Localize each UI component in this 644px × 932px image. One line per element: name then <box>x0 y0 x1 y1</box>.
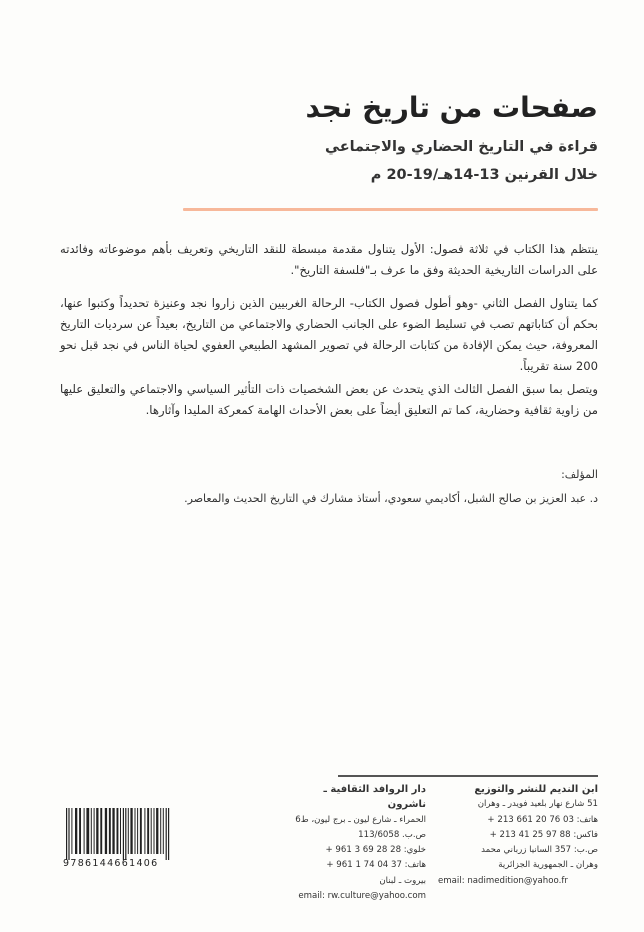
barcode-bar <box>66 808 67 860</box>
barcode-bar <box>120 808 121 854</box>
accent-divider <box>183 208 598 211</box>
author-label: المؤلف: <box>561 468 598 481</box>
publisher-mobile: خلوي: 28 28 69 3 961 + <box>325 845 426 856</box>
blurb-paragraph-1: ينتظم هذا الكتاب في ثلاثة فصول: الأول يتناول مقدمة مبسطة للنقد التاريخي وتعريف بأهم موضوعاته وفائدته على الدراسات التاريخية الحديثة وفق ما عرف بـ"فلسفة التاريخ". <box>60 242 598 277</box>
publisher-name: ابن النديم للنشر والتوزيع <box>474 784 598 795</box>
publisher-address: الحمراء ـ شارع ليون ـ برج ليون، ط6 <box>295 814 426 825</box>
publisher-phone: هاتف: 03 76 20 661 213 + <box>487 814 598 825</box>
publisher-fax: فاكس: 88 97 25 41 213 + <box>489 829 598 840</box>
publisher-block-rawafed <box>286 782 426 904</box>
barcode-bar <box>84 808 85 854</box>
barcode-bar <box>91 808 92 854</box>
author-bio: د. عبد العزيز بن صالح الشبل، أكاديمي سعودي، أستاذ مشارك في التاريخ الحديث والمعاصر. <box>184 492 598 505</box>
publisher-city: وهران ـ الجمهورية الجزائرية <box>498 860 598 871</box>
barcode-bar <box>137 808 138 854</box>
barcode-bar <box>68 808 69 860</box>
isbn-number: 9786144661406 <box>63 858 159 869</box>
barcode-bar <box>86 808 89 854</box>
barcode-bar <box>79 808 81 854</box>
publisher-email[interactable]: email: rw.culture@yahoo.com <box>298 891 426 902</box>
publisher-divider <box>338 775 598 777</box>
blurb-paragraph-2: كما يتناول الفصل الثاني -وهو أطول فصول الكتاب- الرحالة الغربيين الذين زاروا نجد وعنيزة تحديداً وكتبوا عنها، بحكم أن كتاباتهم تصب في تسليط الضوء على الجانب الحضاري والاجتماعي من التاريخ، بعيداً عن سرديات التاريخ المعروفة، حيث يمكن الإفادة من كتابات الرحالة في تصوير المشهد الطبيعي العفوي لحياة الناس في نجد قبل نحو 200 سنة تقريباً. <box>60 296 598 373</box>
book-period: خلال القرنين 13-14هـ/19-20 م <box>370 167 598 183</box>
publisher-email[interactable]: email: nadimedition@yahoo.fr <box>438 875 568 886</box>
barcode-bar <box>140 808 142 854</box>
barcode-bar <box>117 808 119 854</box>
book-subtitle: قراءة في التاريخ الحضاري والاجتماعي <box>325 139 598 155</box>
barcode-bar <box>151 808 152 854</box>
publisher-city: بيروت ـ لبنان <box>379 875 426 886</box>
barcode-bar <box>105 808 107 854</box>
barcode-bar <box>94 808 95 854</box>
barcode-bar <box>163 808 164 854</box>
barcode-bar <box>160 808 161 854</box>
barcode-bar <box>130 808 132 854</box>
publisher-address: 51 شارع نهار بلعيد فويدر ـ وهران <box>477 799 598 810</box>
barcode-bar <box>154 808 155 854</box>
barcode-bar <box>144 808 145 854</box>
barcode-bar <box>71 808 72 854</box>
barcode-bar <box>75 808 77 854</box>
barcode-bar <box>147 808 149 854</box>
barcode-bar <box>96 808 98 854</box>
barcode-bar <box>166 808 167 860</box>
publisher-pobox: ص.ب. 113/6058 <box>358 829 426 840</box>
book-title: صفحات من تاريخ نجد <box>305 91 598 124</box>
publisher-name: دار الروافد الثقافية ـ ناشرون <box>323 784 426 811</box>
barcode-bar <box>112 808 114 854</box>
barcode-bar <box>128 808 129 854</box>
barcode-bar <box>100 808 102 854</box>
publisher-block-nadim <box>438 782 598 889</box>
barcode-bar <box>123 808 124 860</box>
publisher-phone: هاتف: 37 04 74 1 961 + <box>326 860 426 871</box>
blurb-paragraph-3: ويتصل بما سبق الفصل الثالث الذي يتحدث عن بعض الشخصيات ذات التأثير السياسي والاجتماعي والتعليق عليها من زاوية ثقافية وحضارية، كما تم التعليق أيضاً على بعض الأحداث الهامة كمعركة المليدا وآثارها. <box>60 382 598 417</box>
barcode-bar <box>125 808 126 860</box>
barcode-bar <box>156 808 158 854</box>
barcode-bar <box>168 808 169 860</box>
isbn-barcode <box>66 808 178 860</box>
barcode-bar <box>135 808 136 854</box>
publisher-pobox: ص.ب: 357 السانيا زرباني محمد <box>481 845 598 856</box>
barcode-bar <box>109 808 111 854</box>
